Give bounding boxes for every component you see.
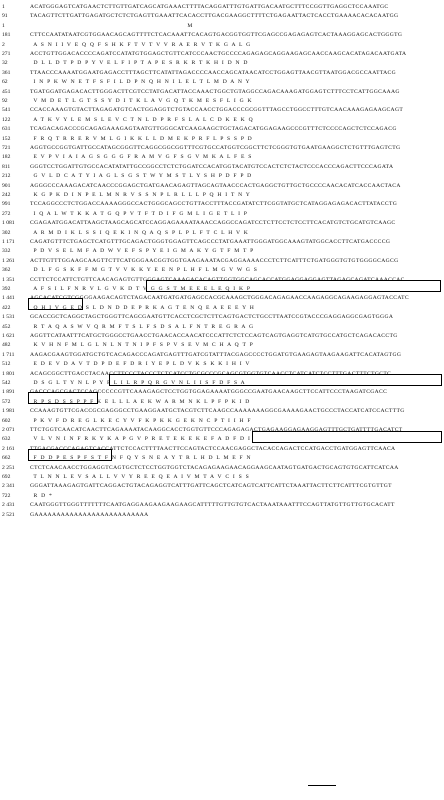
- sequence-text: CAGATGTTTCTGAGCTCATGTTTGCAGACTGGGTGGAGTTCAGCCCTATGAAATTGGGATGGCAAAGTATGGCACCTTCATGACCCCG: [30, 239, 391, 245]
- position-number: 1 801: [2, 370, 15, 377]
- position-number: 692: [2, 474, 11, 480]
- sequence-row: [0, 464, 444, 473]
- sequence-text: R P S D S S P P F K E L L L A E K W A R M N K L P F P K I D: [30, 398, 250, 405]
- sequence-text: T L N N L E V S A L L V V Y R E E Q E A I V M T A V C I S S: [30, 474, 250, 480]
- position-number: 62: [2, 79, 8, 86]
- sequence-row: [0, 116, 444, 125]
- position-number: 182: [2, 154, 11, 161]
- position-number: 1 711: [2, 351, 15, 358]
- position-number: 1: [2, 4, 5, 10]
- sequence-row: [0, 78, 444, 87]
- position-number: 1: [2, 22, 5, 29]
- sequence-text: ACAGCGGCTTGACCTACAACCTTCCCTACCCTCTCATCCTGCGCCCGCAGCGTGGTGTCAACCTCATCATCTCCTTTGACTTTCTGCTC: [30, 370, 392, 377]
- sequence-row: [0, 341, 444, 350]
- sequence-text: M: [30, 22, 193, 29]
- sequence-text: GAAAAAAAAAAAAAAAAAAAAAAAAAA: [30, 511, 149, 518]
- sequence-row: [0, 473, 444, 482]
- position-number: 541: [2, 107, 11, 114]
- position-number: 1 081: [2, 220, 15, 227]
- sequence-row: [0, 257, 444, 266]
- sequence-text: TCCAGGCCCTCTGGACCAAAAGGGCCACTGGGCAGCCTGTTACCTTTACCGATATCTTCGGTATGCTCATAGGAGAGACACTTATACCTG: [30, 201, 398, 208]
- sequence-text: AGGGCCCAAAGACATCAACCCGGAGCTGATGAACAGAGTTAGCAGTAACCCACTGAGGCTGTTGCTGCCCCAACACATCACCAACTACA: [30, 182, 401, 189]
- position-number: 1 441: [2, 295, 15, 302]
- sequence-text: TTAACCCAAAATGGAATGAGACCTTTAGCTTCATATTAGACCCCAACCAGCATAACATCCTGGAGTTAACGTTAATGGACGCCAATTACG: [30, 69, 397, 76]
- motif-box-2b: [28, 392, 98, 404]
- sequence-text: A T K V Y L E M S L E V C T N L D P R F S L A L C D K E K Q: [30, 116, 253, 123]
- position-number: 451: [2, 88, 11, 95]
- sequence-text: AAGACGAAGTGGATGCTGTCACAGACCCAGATGAGTTTGATCGTATTTACGAGCCCCTGGATGTGAAGAGTAAGAAGATTCACATAGTGG: [30, 351, 402, 358]
- position-number: 2 161: [2, 445, 15, 452]
- sequence-text: E V P V I A I A G S G G G F R A M V G F S G V M K A L F E S: [30, 154, 252, 161]
- sequence-text: CGAGAATGGACATTAAGCTAAGCAGCATCCAGGAGAAAATAAACCAGGCCAGATCCTCTTCCTCTCCTTCACATGTCTGCATGTCAAGC: [30, 220, 396, 227]
- sequence-row: [0, 31, 444, 40]
- sequence-text: D L F G S K F F M G T V V K K Y E E N P L H F L M G V W G S: [30, 267, 258, 274]
- position-number: 1 621: [2, 333, 15, 339]
- sequence-row: [0, 88, 444, 97]
- motif-box-3b: [28, 449, 112, 461]
- position-number: 91: [2, 13, 8, 20]
- sequence-row: [0, 492, 444, 501]
- sequence-text: GGGTCCTGGATTGTGCCACATATATTGCCGGCCTCTCTGGATCCACATGGTACATGTCCACTCTCTACTCCCACCCAGACTTCCCAGATA: [30, 163, 394, 170]
- sequence-text: F R Q T R R E R V M L G I K K L L D M E K P R F L P S S P D: [30, 135, 253, 142]
- position-number: 2 521: [2, 511, 15, 518]
- position-number: 662: [2, 455, 11, 462]
- position-number: 242: [2, 192, 11, 198]
- position-number: 2 071: [2, 427, 15, 433]
- position-number: 1 171: [2, 239, 15, 245]
- position-number: 602: [2, 417, 11, 424]
- sequence-text: R T A Q A S W V Q R M F T S L F S D S A L F N T R E G R A G: [30, 323, 254, 330]
- position-number: 2: [2, 41, 5, 48]
- sequence-text: TGATGGATGAGACACTTGGGACTTCGTCCTATGACATTACCAAACTGGCTGTAGGCCAGACAAAGATGGAGTCTTTCCTCATTGGCAAAG: [30, 88, 400, 95]
- position-number: 152: [2, 135, 11, 142]
- sequence-text: P D V S E L M F A D W V E F S P Y E I G M A K Y G T F M T P: [30, 248, 254, 255]
- sequence-row: [0, 501, 444, 510]
- position-number: 32: [2, 60, 8, 67]
- motif-box-3a: [252, 431, 442, 443]
- sequence-text: CAATGGGTTGGGTTTTTTTCAATGAGGAAGAAGAAGAAGCATTTTTGTTGTGTCACTAAATAAATTTCCAGTTATGTTGTTGTGCACATT: [30, 502, 395, 509]
- sequence-row: [0, 332, 444, 341]
- position-number: 721: [2, 145, 11, 151]
- sequence-text: V L V N I N F R K Y K A P G V P R E T E K E K E F A D F D I: [30, 436, 251, 443]
- position-number: 1 891: [2, 389, 15, 396]
- position-number: 722: [2, 492, 11, 499]
- sequence-row: [0, 313, 444, 322]
- sequence-text: ACATGGGAGTCATGAACTCTTGTTGATCAGCATGAAACTTTTACAGGATTTGTGATTGACAATGCTTTCCGGTTGAGGCTCCAAATGC: [30, 4, 389, 10]
- sequence-text: P K V F D R E G L K E C Y V F K P K K G E K N C P T I I H F: [30, 417, 251, 424]
- sequence-text: G V L D C A T Y I A G L S G S T W Y M S T L Y S H P D F P D: [30, 173, 252, 180]
- position-number: 1 351: [2, 276, 15, 283]
- position-number: 1 981: [2, 408, 15, 415]
- position-number: 991: [2, 201, 11, 208]
- position-number: 632: [2, 436, 11, 443]
- position-number: 2 341: [2, 483, 15, 490]
- sequence-text: V M D E T L G T S S Y D I T K L A V G Q T K M E S F L I G K: [30, 98, 252, 104]
- position-number: 122: [2, 116, 11, 123]
- sequence-text: F D D P E S P F S T F N F Q Y S N E A Y T R L H D L M E F N: [30, 455, 251, 462]
- sequence-text: AGGTTCATAATTTCATGCTGGGCCTGAACCTGAACACCAACATCCCATTCTCTCCAGTCAGTGAGGTCATGTGCCATGCTCAGACACCTG: [30, 333, 398, 339]
- sequence-row: [0, 59, 444, 68]
- sequence-text: TCAGACAGACCCGCAGAGAAAGAGTAATGTTGGGCATCAAGAAGCTGCTAGACATGGAGAAGCCCGTTTCTCCCCAGCTCTCCAGACG: [30, 126, 397, 133]
- position-number: 2 251: [2, 464, 15, 471]
- sequence-text: E D E V D A V T D P D E F D R I Y E P L D V K S K K I H I V: [30, 361, 250, 368]
- sequence-row: [0, 351, 444, 360]
- sequence-row: [0, 266, 444, 275]
- sequence-row: [0, 238, 444, 247]
- position-number: 482: [2, 342, 11, 349]
- position-number: 302: [2, 229, 11, 236]
- position-number: 631: [2, 126, 11, 133]
- sequence-text: I Q A L W T K K A T G Q P V T F T D I F G M L I G E T L I P: [30, 210, 248, 217]
- sequence-row: [0, 247, 444, 256]
- position-number: 1 261: [2, 257, 15, 264]
- position-number: 452: [2, 323, 11, 330]
- position-number: 422: [2, 304, 11, 311]
- sequence-row: [0, 229, 444, 238]
- sequence-text: I N P K W N E T F S F I L D P N Q H N I L E L T L M D A N Y: [30, 79, 250, 86]
- sequence-row: [0, 172, 444, 181]
- position-number: 512: [2, 361, 11, 368]
- position-number: 272: [2, 210, 11, 217]
- sequence-row: [0, 50, 444, 59]
- sequence-text: K V H N F M L G L N L N T N I P F S P V S E V M C H A Q T P: [30, 342, 254, 349]
- sequence-text: GCACCGCTCAGGCTAGCTGGGTTCAGCGAATGTTCACCTCGCTCTTCAGTGACTCTGCCTTAATCCGTACCCGAGGAGGCGAGTGGGA: [30, 314, 394, 321]
- sequence-text: ACTTGTTTGGAAGCAAGTTCTTCATGGGAACGGTGGTGAAGAAATACGAGGAAAACCCTCTTCATTTCTGATGGGTGTGTGGGGCAGCG: [30, 257, 399, 264]
- motif-box-1b: [28, 298, 83, 310]
- sequence-row: [0, 417, 444, 426]
- position-number: 1 531: [2, 314, 15, 321]
- position-number: 362: [2, 267, 11, 274]
- sequence-row: [0, 106, 444, 115]
- sequence-text: D L L D T P D P Y V E L F I P T A P E S R K R T K H I D N D: [30, 60, 248, 67]
- sequence-text: K G P K D I N P E L M N R V S S N P L R L L L P Q H I T N Y: [30, 192, 251, 198]
- sequence-row: [0, 511, 444, 520]
- sequence-row: [0, 144, 444, 153]
- sequence-row: [0, 407, 444, 416]
- sequence-text: CCAAAGTGTTCGACCGCGAGGGCCTGAAGGAATGCTACGTCTTCAAGCCAAAAAAAGGCGAAAAGAACTGCCCTACCATCATCCACTTTG: [30, 408, 405, 415]
- sequence-row: [0, 69, 444, 78]
- sequence-row: [0, 3, 444, 12]
- position-number: 361: [2, 69, 11, 76]
- position-number: 332: [2, 248, 11, 255]
- sequence-text: A S N I I V E Q Q F S H K F T V T V V R A E R V T K G A L G: [30, 41, 251, 48]
- sequence-text: ACCTGTTGGACACCCCAGATCCATATGTGGAGCTGTTCATCCCAACTGCCCCAGAGAGCAGGAAGAGCAACCAAGCACATAGACAATGATA: [30, 51, 407, 57]
- sequence-row: [0, 135, 444, 144]
- sequence-text: CCTTCTCCATTCTGTTCAACAGAGTGTTGGGAGTCAAAGACACAGTTGGTGGCAGCACCATGGAGGAGGAGTTAGAGCAGATCAAACCAC: [30, 276, 405, 283]
- sequence-row: [0, 200, 444, 209]
- sequence-row: [0, 125, 444, 134]
- sequence-text: CTTCCAATATAATCGTGGAACAGCAGTTTTCTCACAAATTCACAGTGACGGTGGTTCGAGCCGAGAGAGTCACTAAAGGAGCACTGGGTG: [30, 32, 403, 39]
- position-number: 542: [2, 380, 11, 386]
- sequence-row: [0, 153, 444, 162]
- position-number: 811: [2, 163, 11, 170]
- position-number: 572: [2, 398, 11, 405]
- sequence-text: R D *: [30, 492, 53, 499]
- sequence-text: Q H I V G E D S L D N D D E P R K A G T E N Q E A E E E Y H: [30, 304, 255, 311]
- sequence-text: CCACCAAAGTGTACTTAGAGATGTCACTGGAGGTCTGTACCAACCTGGACCCGCGGTTTAGCCTGGCCTTTGTCAACAAAGAGAAGCAGT: [30, 107, 404, 114]
- sequence-row: [0, 219, 444, 228]
- motif-box-1a: [146, 280, 441, 292]
- sequence-text: TACAGTTCTTGATTGAGATGCTCTCTGAGTTGAAATTCACACCTTGACGAAGGCTTTTCTGAGAATTACTCACCTGAAAACACACAATGG: [30, 13, 399, 20]
- position-number: 271: [2, 51, 11, 57]
- sequence-text: A F S I L F N R V L G V K D T V G G S T M E E E L E Q I K P: [30, 286, 251, 292]
- position-number: 901: [2, 182, 11, 189]
- polyA-signal-underline: [308, 785, 336, 786]
- position-number: 2 431: [2, 502, 15, 509]
- sequence-row: [0, 482, 444, 491]
- sequence-row: [0, 360, 444, 369]
- sequence-row: [0, 97, 444, 106]
- sequence-row: [0, 210, 444, 219]
- sequence-row: [0, 323, 444, 332]
- sequence-text: AGCACATCGTCGGGGAAGACAGTCTAGACAATGATGATGAGCCACGCAAAGCTGGGACAGAGAACCAAGAGGCAGAAGAGGAGTACCATC: [30, 295, 409, 302]
- sequence-row: [0, 191, 444, 200]
- sequence-row: [0, 182, 444, 191]
- sequence-text: GACCCAGCGACTCCAGCCCCCGTTCAAAGAGCTCCTGGTGGAGAAAATGGGCCGAATGAACAAGCTTCCATTCCCTAAGATCGACC: [30, 389, 388, 396]
- sequence-text: GGGATTAAAGAGTGATTCAGGACTGTACAGAGGTCATTTGATTCAGCTCATCAGTCATTCATTCTAAATTACTTCTTCATTTCGTGTTGT: [30, 483, 392, 490]
- sequence-text: A R M D I K L S S I Q E K I N Q A Q S P L P L F T C L H V K: [30, 229, 249, 236]
- sequence-text: D S G L T Y N L P Y P L I L R P Q R G V N L I I S F D F S A: [30, 380, 246, 386]
- sequence-text: CTCTCAACAACCTGGAGGTCAGTGCTCTCCTGGTGGTCTACAGAGAAGAACAGGAAGCAATAGTGATGACTGCAGTGTGCATTCATCAA: [30, 464, 399, 471]
- sequence-row: [0, 12, 444, 21]
- motif-box-2a: [109, 374, 442, 386]
- position-number: 92: [2, 98, 8, 104]
- sequence-text: TTGACGACCCAGAGTCACCATTCTCCACTTTTAACTTCCAGTACTCCAACGAGGCTACACCAGACTCCATGACCTGATGGAGTTCAACA: [30, 445, 396, 452]
- sequence-row: [0, 163, 444, 172]
- sequence-row: [0, 41, 444, 50]
- sequence-text: AGGTGCCGGTGATTGCCATAGCGGGTTCAGGCGGCGGTTTCGTGCCATGGTCGGCTTCTCGGGTGTGAATGAAGGCTCTGTTTGAGTCTG: [30, 145, 401, 151]
- position-number: 212: [2, 173, 11, 180]
- sequence-row: [0, 22, 444, 31]
- position-number: 181: [2, 32, 11, 39]
- position-number: 392: [2, 286, 11, 292]
- sequence-text: TTCTGGTCAACATCAACTTCAGAAAATACAAGGCACCTGGTGTTCCCAGAGAGACTGAGAAGGAGAAGGAGTTTGCTGATTTTGACATCT: [30, 427, 403, 433]
